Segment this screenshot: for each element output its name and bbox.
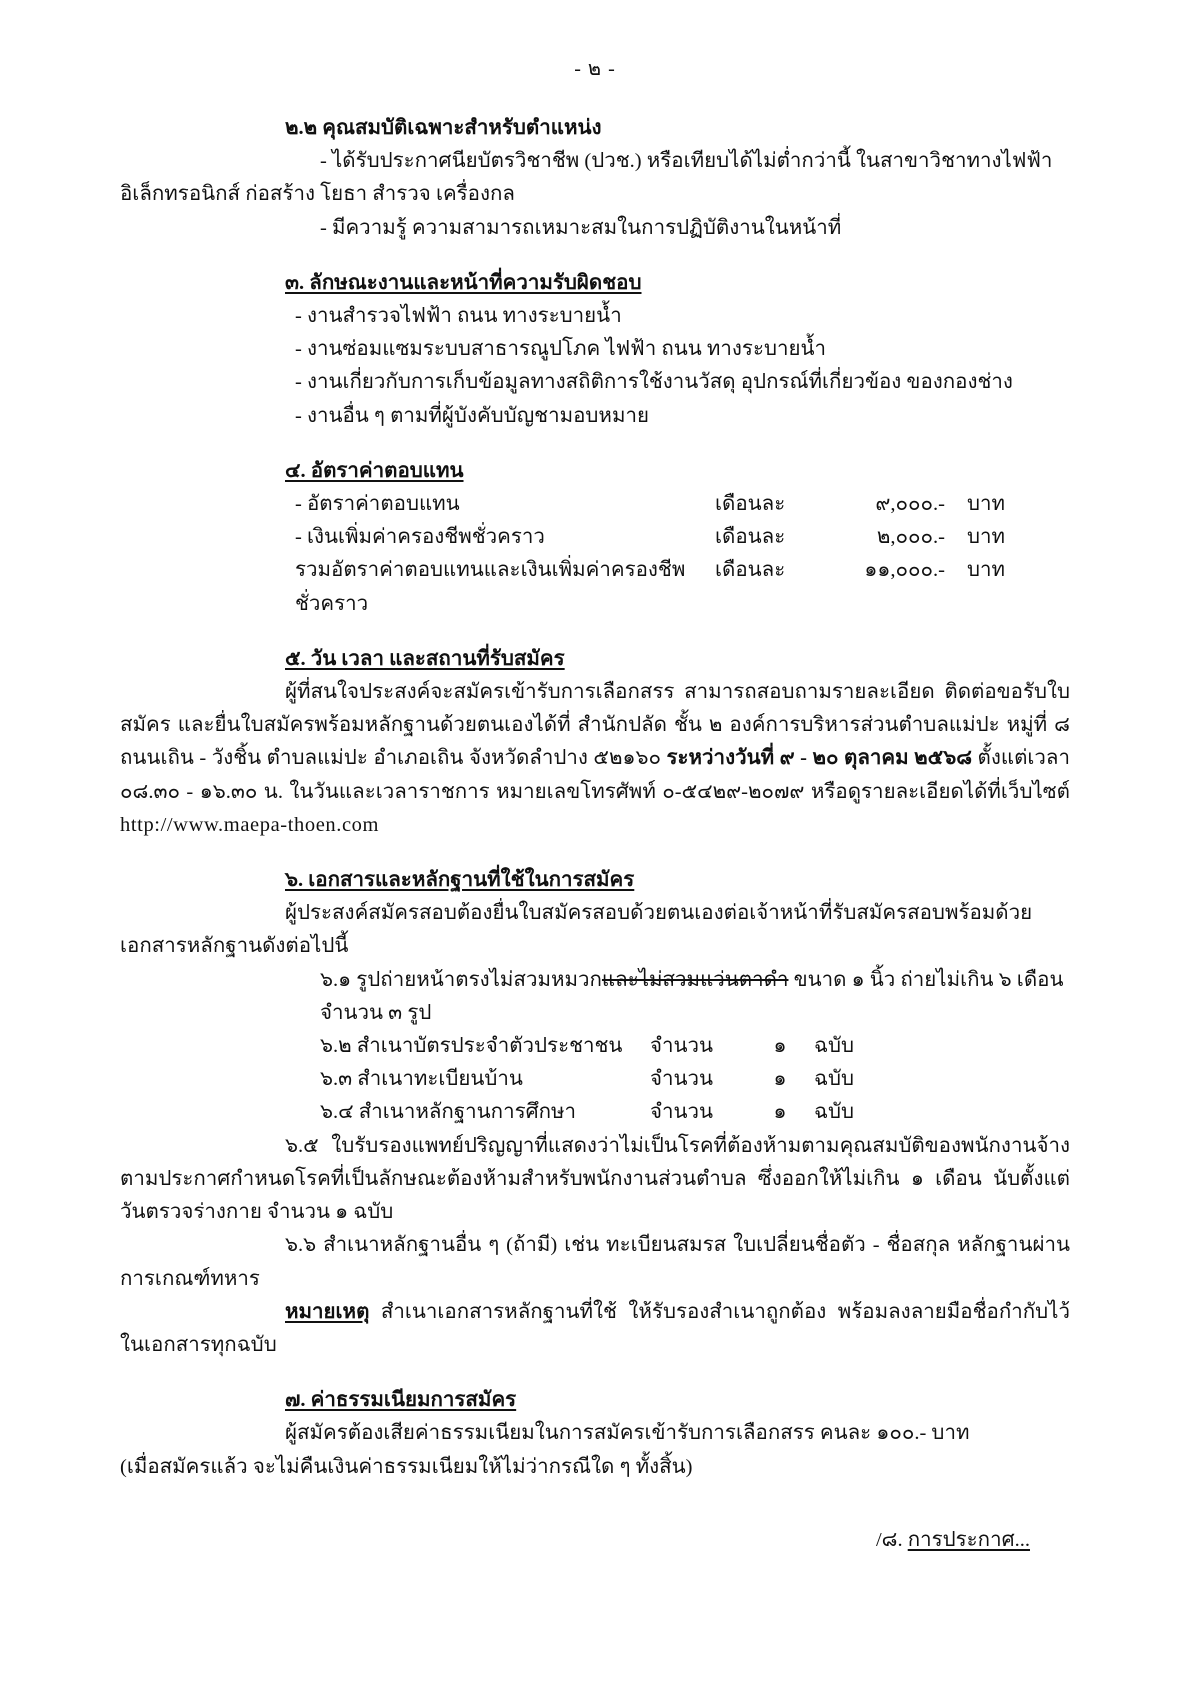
section-6-note xyxy=(120,1296,1070,1362)
pay-amount: ๙,๐๐๐.- xyxy=(875,493,945,516)
section-2-2-bullet-2: - มีความรู้ ความสามารถเหมาะสมในการปฏิบัติงานในหน้าที่ xyxy=(320,216,842,239)
item-6-1-text-b: ขนาด ๑ นิ้ว ถ่ายไม่เกิน ๖ เดือน จำนวน ๓ รูป xyxy=(320,968,1064,1024)
section-5-heading: ๕. วัน เวลา และสถานที่รับสมัคร xyxy=(285,647,565,670)
doc-unit: ฉบับ xyxy=(814,1068,854,1091)
section-3-heading: ๓. ลักษณะงานและหน้าที่ความรับผิดชอบ xyxy=(285,271,642,294)
section-6-item-row xyxy=(320,1030,1070,1063)
doc-qty-label: จำนวน xyxy=(650,1035,714,1058)
section-6-item-row xyxy=(320,1096,1070,1129)
section-6-item-6-5: ๖.๕ ใบรับรองแพทย์ปริญญาที่แสดงว่าไม่เป็นโรคที่ต้องห้ามตามคุณสมบัติของพนักงานจ้างตามประกาศกำหนดโรคที่เป็นลักษณะต้องห้ามสำหรับพนักงานส่วนตำบล ซึ่งออกให้ไม่เกิน ๑ เดือน นับตั้งแต่วันตรวจร่างกาย จำนวน ๑ ฉบับ xyxy=(120,1134,1070,1224)
section-2-2-bullet-1: - ได้รับประกาศนียบัตรวิชาชีพ (ปวช.) หรือเทียบได้ไม่ต่ำกว่านี้ ในสาขาวิชาทางไฟฟ้า xyxy=(320,150,1053,173)
item-6-1-struck-text: และไม่สวมแว่นตาดำ xyxy=(601,968,789,991)
pay-row xyxy=(295,488,1070,521)
section-3-item-1: - งานสำรวจไฟฟ้า ถนน ทางระบายน้ำ xyxy=(295,305,622,328)
section-2-2-bullet-1-cont: อิเล็กทรอนิกส์ ก่อสร้าง โยธา สำรวจ เครื่องกล xyxy=(120,183,515,206)
doc-label: ๖.๔ สำเนาหลักฐานการศึกษา xyxy=(320,1101,577,1124)
page-continuation-note xyxy=(120,1524,1070,1557)
doc-unit: ฉบับ xyxy=(814,1035,854,1058)
section-3-item-2: - งานซ่อมแซมระบบสาธารณูปโภค ไฟฟ้า ถนน ทางระบายน้ำ xyxy=(295,338,827,361)
pay-label: รวมอัตราค่าตอบแทนและเงินเพิ่มค่าครองชีพชั่วคราว xyxy=(295,559,686,615)
document-body xyxy=(120,112,1070,1557)
pay-period: เดือนละ xyxy=(715,493,786,516)
section-2-2-heading: ๒.๒ คุณสมบัติเฉพาะสำหรับตำแหน่ง xyxy=(285,117,602,139)
doc-qty: ๑ xyxy=(773,1035,787,1058)
pay-unit: บาท xyxy=(967,559,1006,582)
doc-qty: ๑ xyxy=(773,1101,787,1124)
section-5-text-a: ผู้ที่สนใจประสงค์จะสมัครเข้ารับการเลือกสรร สามารถสอบถามรายละเอียด ติดต่อขอรับใบสมัคร และยื่นใบสมัครพร้อมหลักฐานด้วยตนเองได้ที่ สำนักปลัด ชั้น ๒ องค์การบริหารส่วนตำบลแม่ปะ หมู่ที่ ๘ ถนนเถิน - วังชิ้น ตำบลแม่ปะ อำเภอเถิน จังหวัดลำปาง ๕๒๑๖๐ xyxy=(120,681,1070,770)
section-3-item-4: - งานอื่น ๆ ตามที่ผู้บังคับบัญชามอบหมาย xyxy=(295,404,649,427)
section-3-item-3: - งานเกี่ยวกับการเก็บข้อมูลทางสถิติการใช้งานวัสดุ อุปกรณ์ที่เกี่ยวข้อง ของกองช่าง xyxy=(295,371,1013,394)
note-text: สำเนาเอกสารหลักฐานที่ใช้ ให้รับรองสำเนาถูกต้อง พร้อมลงลายมือชื่อกำกับไว้ในเอกสารทุกฉบับ xyxy=(120,1300,1070,1356)
continuation-link: การประกาศ... xyxy=(907,1528,1030,1551)
doc-label: ๖.๒ สำเนาบัตรประจำตัวประชาชน xyxy=(320,1035,623,1058)
pay-amount: ๒,๐๐๐.- xyxy=(876,526,945,549)
pay-row-total xyxy=(295,554,1070,620)
pay-unit: บาท xyxy=(967,526,1006,549)
item-6-1-text-a: ๖.๑ รูปถ่ายหน้าตรงไม่สวมหมวก xyxy=(320,968,602,991)
note-label: หมายเหตุ xyxy=(285,1300,370,1323)
continuation-prefix: /๘. xyxy=(875,1528,908,1551)
pay-label: - อัตราค่าตอบแทน xyxy=(295,493,460,516)
pay-period: เดือนละ xyxy=(715,559,786,582)
section-7-paragraph-2: (เมื่อสมัครแล้ว จะไม่คืนเงินค่าธรรมเนียมให้ไม่ว่ากรณีใด ๆ ทั้งสิ้น) xyxy=(120,1455,693,1478)
doc-unit: ฉบับ xyxy=(814,1101,854,1124)
section-7-paragraph-1: ผู้สมัครต้องเสียค่าธรรมเนียมในการสมัครเข้ารับการเลือกสรร คนละ ๑๐๐.- บาท xyxy=(285,1422,970,1445)
doc-label: ๖.๓ สำเนาทะเบียนบ้าน xyxy=(320,1068,523,1091)
section-5-text-b: ตั้งแต่เวลา ๐๘.๓๐ - ๑๖.๓๐ น. ในวันและเวลาราชการ หมายเลขโทรศัพท์ ๐-๕๔๒๙-๒๐๗๙ หรือดูรายละเอียดได้ที่เว็บไซต์ xyxy=(120,747,1070,803)
section-5-dates: ระหว่างวันที่ ๙ - ๒๐ ตุลาคม ๒๕๖๘ xyxy=(666,747,973,770)
section-6-item-6-1 xyxy=(320,964,1070,1030)
section-6-item-row xyxy=(320,1063,1070,1096)
doc-qty: ๑ xyxy=(773,1068,787,1091)
pay-label: - เงินเพิ่มค่าครองชีพชั่วคราว xyxy=(295,526,545,549)
section-4-heading: ๔. อัตราค่าตอบแทน xyxy=(285,459,464,482)
pay-period: เดือนละ xyxy=(715,526,786,549)
section-6-intro: ผู้ประสงค์สมัครสอบต้องยื่นใบสมัครสอบด้วยตนเองต่อเจ้าหน้าที่รับสมัครสอบพร้อมด้วยเอกสารหลักฐานดังต่อไปนี้ xyxy=(120,902,1033,958)
pay-unit: บาท xyxy=(967,493,1006,516)
section-6-item-6-6: ๖.๖ สำเนาหลักฐานอื่น ๆ (ถ้ามี) เช่น ทะเบียนสมรส ใบเปลี่ยนชื่อตัว - ชื่อสกุล หลักฐานผ่านการเกณฑ์ทหาร xyxy=(120,1234,1070,1290)
section-7-heading: ๗. ค่าธรรมเนียมการสมัคร xyxy=(285,1389,517,1412)
page-number: - ๒ - xyxy=(574,58,616,80)
pay-row xyxy=(295,521,1070,554)
section-6-heading: ๖. เอกสารและหลักฐานที่ใช้ในการสมัคร xyxy=(285,869,635,892)
doc-qty-label: จำนวน xyxy=(650,1101,714,1124)
pay-amount: ๑๑,๐๐๐.- xyxy=(864,559,945,582)
section-5-paragraph xyxy=(120,676,1070,842)
website-link[interactable]: http://www.maepa-thoen.com xyxy=(120,813,380,836)
doc-qty-label: จำนวน xyxy=(650,1068,714,1091)
